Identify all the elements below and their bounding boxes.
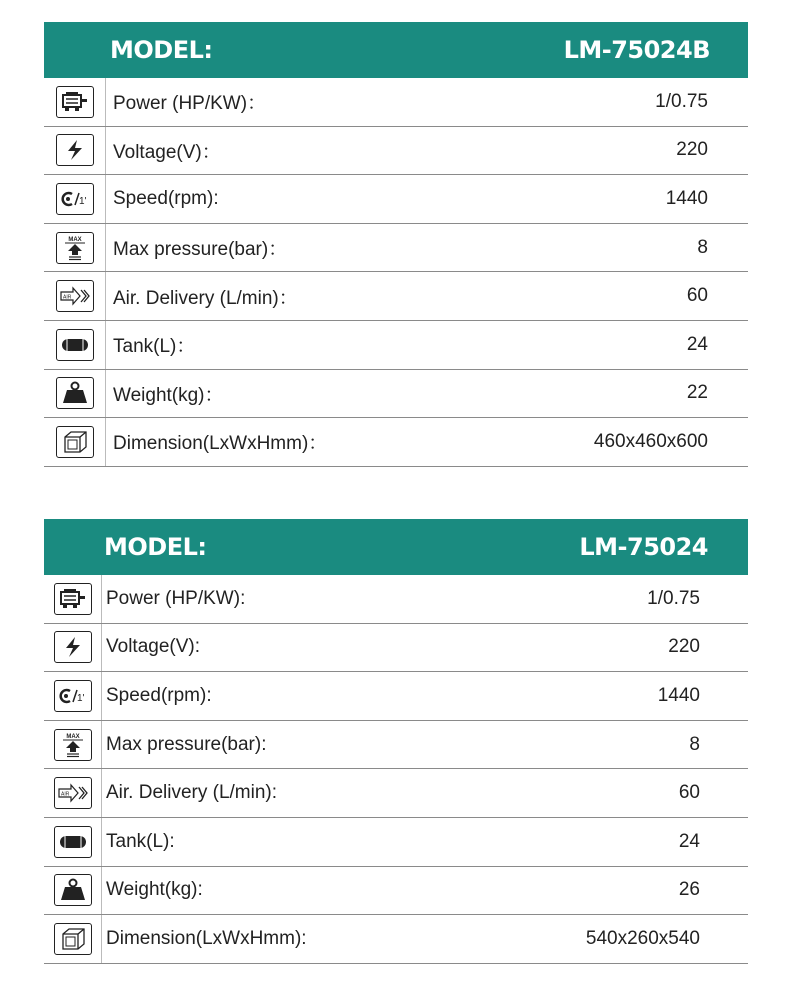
dimension-box-icon bbox=[56, 426, 94, 458]
speed-gauge-icon bbox=[54, 680, 92, 712]
spec-label: Power (HP/KW)： bbox=[113, 93, 267, 115]
spec-table-lm-75024 bbox=[44, 519, 748, 964]
spec-row-max-pressure bbox=[44, 721, 748, 770]
motor-icon bbox=[54, 583, 92, 615]
motor-icon bbox=[56, 86, 94, 118]
svg-text:1': 1' bbox=[78, 195, 86, 207]
spec-value: 24 bbox=[678, 830, 700, 852]
lightning-icon bbox=[54, 631, 92, 663]
weight-icon bbox=[56, 377, 94, 409]
spec-label: Max pressure(bar): bbox=[106, 733, 267, 755]
spec-row-power bbox=[44, 575, 748, 624]
air-arrow-icon bbox=[54, 777, 92, 809]
spec-label: Voltage(V): bbox=[106, 636, 200, 658]
spec-label: Air. Delivery (L/min): bbox=[106, 782, 278, 804]
model-header bbox=[44, 22, 748, 78]
spec-row-speed bbox=[44, 672, 748, 721]
weight-icon bbox=[54, 874, 92, 906]
dimension-box-icon bbox=[54, 923, 92, 955]
max-pressure-icon bbox=[54, 729, 92, 761]
spec-value: 60 bbox=[686, 285, 708, 307]
spec-value: 24 bbox=[686, 333, 708, 355]
spec-value: 60 bbox=[678, 782, 700, 804]
spec-row-speed bbox=[44, 175, 748, 224]
spec-label: Power (HP/KW): bbox=[106, 587, 246, 609]
spec-table-lm-75024b bbox=[44, 22, 748, 467]
spec-label: Weight(kg)： bbox=[113, 384, 224, 406]
spec-label: Air. Delivery (L/min)： bbox=[113, 287, 298, 309]
spec-row-voltage bbox=[44, 624, 748, 673]
spec-row-tank bbox=[44, 321, 748, 370]
svg-text:MAX: MAX bbox=[67, 236, 82, 243]
spec-row-weight bbox=[44, 370, 748, 419]
spec-row-air-delivery bbox=[44, 769, 748, 818]
spec-label: Weight(kg): bbox=[106, 879, 203, 901]
model-header bbox=[44, 519, 748, 575]
spec-label: Dimension(LxWxHmm): bbox=[106, 927, 307, 949]
spec-row-air-delivery bbox=[44, 272, 748, 321]
spec-value: 1440 bbox=[657, 684, 700, 706]
lightning-icon bbox=[56, 134, 94, 166]
model-value: LM-75024 bbox=[579, 533, 708, 561]
spec-value: 1/0.75 bbox=[647, 587, 700, 609]
svg-text:1': 1' bbox=[76, 692, 84, 704]
svg-text:MAX: MAX bbox=[65, 733, 80, 740]
spec-value: 26 bbox=[678, 879, 700, 901]
spec-label: Max pressure(bar)： bbox=[113, 239, 288, 261]
spec-row-voltage bbox=[44, 127, 748, 176]
spec-row-tank bbox=[44, 818, 748, 867]
spec-row-max-pressure bbox=[44, 224, 748, 273]
spec-row-dimension bbox=[44, 915, 748, 964]
tank-icon bbox=[56, 329, 94, 361]
spec-label: Tank(L)： bbox=[113, 336, 196, 358]
model-value: LM-75024B bbox=[563, 36, 710, 64]
spec-label: Tank(L): bbox=[106, 830, 175, 852]
spec-value: 540x260x540 bbox=[585, 927, 700, 949]
model-label: MODEL: bbox=[110, 36, 213, 64]
spec-value: 220 bbox=[668, 636, 700, 658]
spec-label: Dimension(LxWxHmm)： bbox=[113, 433, 328, 455]
spec-label: Speed(rpm): bbox=[106, 684, 212, 706]
spec-row-dimension bbox=[44, 418, 748, 467]
spec-label: Voltage(V)： bbox=[113, 141, 221, 163]
speed-gauge-icon bbox=[56, 183, 94, 215]
svg-text:AIR: AIR bbox=[62, 294, 71, 301]
model-label: MODEL: bbox=[104, 533, 207, 561]
spec-value: 460x460x600 bbox=[593, 430, 708, 452]
spec-value: 8 bbox=[697, 236, 708, 258]
spec-value: 220 bbox=[676, 139, 708, 161]
svg-text:AIR: AIR bbox=[60, 791, 69, 798]
air-arrow-icon bbox=[56, 280, 94, 312]
spec-label: Speed(rpm): bbox=[113, 187, 219, 209]
spec-value: 22 bbox=[686, 382, 708, 404]
spec-value: 8 bbox=[689, 733, 700, 755]
spec-value: 1/0.75 bbox=[655, 90, 708, 112]
tank-icon bbox=[54, 826, 92, 858]
spec-row-power bbox=[44, 78, 748, 127]
spec-row-weight bbox=[44, 867, 748, 916]
max-pressure-icon bbox=[56, 232, 94, 264]
spec-value: 1440 bbox=[665, 187, 708, 209]
